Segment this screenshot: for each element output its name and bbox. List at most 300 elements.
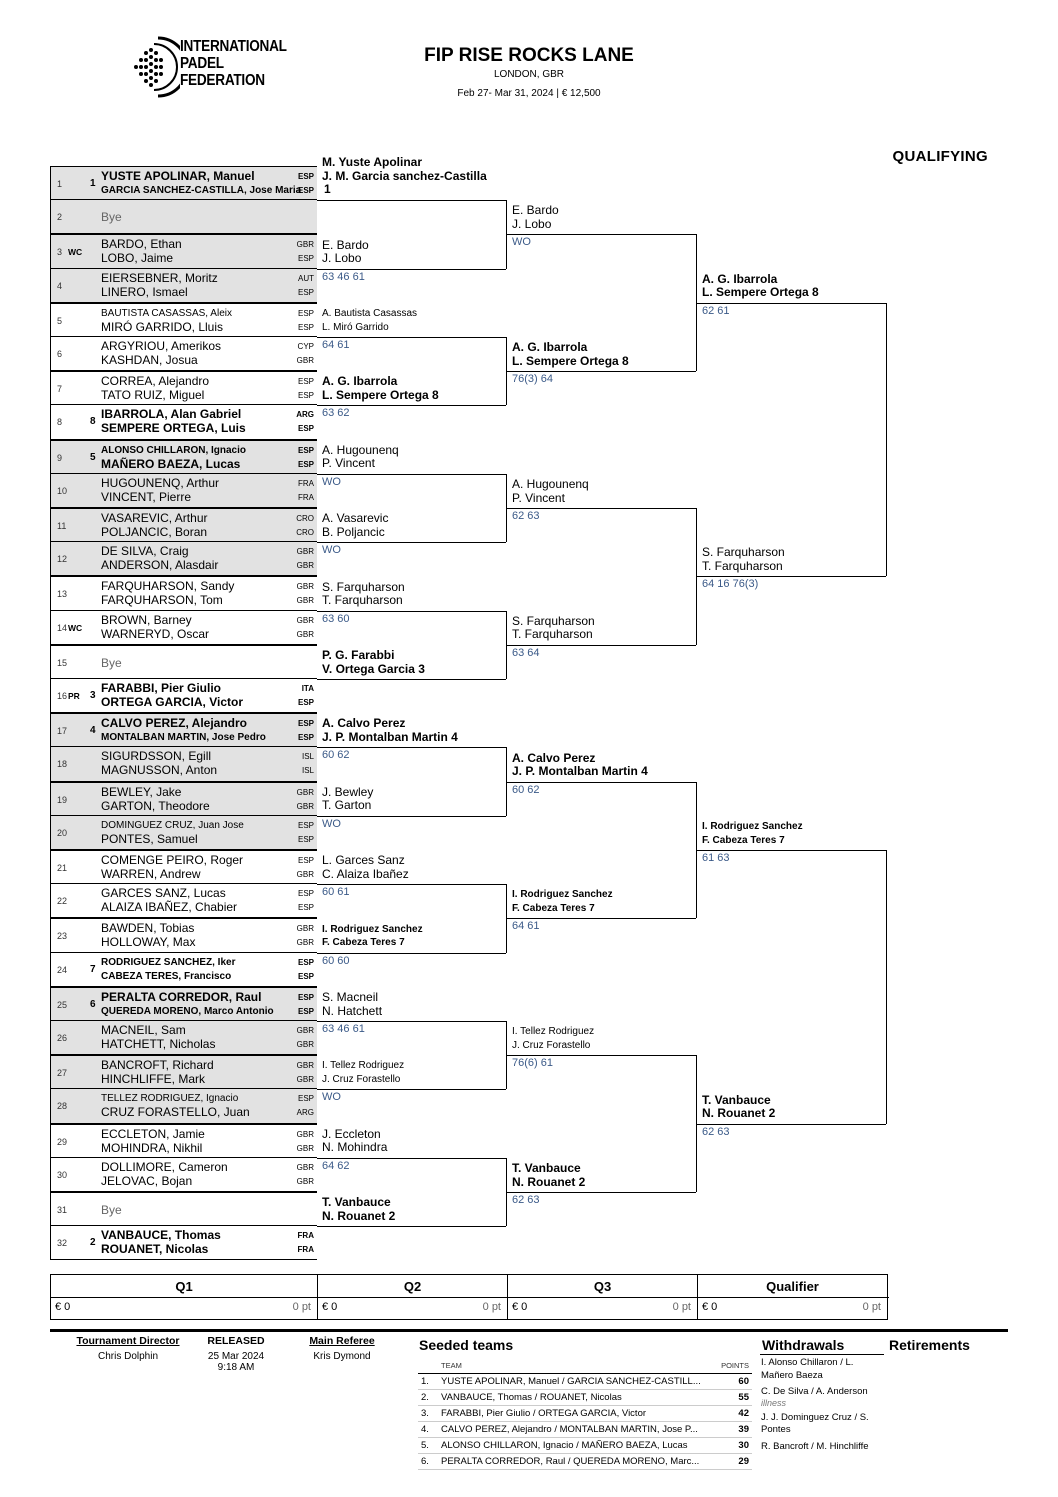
seeded-team-row — [418, 1422, 752, 1438]
seeded-team-row — [418, 1374, 752, 1390]
bracket-line — [507, 234, 696, 235]
bracket-line — [317, 542, 506, 543]
logo-line: FEDERATION — [180, 72, 265, 89]
player-country: GBR — [296, 1143, 314, 1153]
match-score: WO — [512, 236, 531, 249]
match-winner: T. Farquharson — [322, 593, 403, 608]
player-country: GBR — [296, 596, 314, 606]
seed-points: 39 — [716, 1422, 752, 1438]
seed-points: 55 — [716, 1390, 752, 1406]
match-winner: A. Vasarevic — [322, 511, 389, 526]
entry-number: 24 — [57, 964, 68, 975]
player-name: CORREA, Alejandro — [101, 374, 210, 389]
player-country: ARG — [296, 410, 314, 420]
player-name: BAWDEN, Tobias — [101, 921, 195, 936]
match-winner: A. G. Ibarrola — [322, 374, 398, 389]
retirements-title: Retirements — [889, 1337, 970, 1353]
entry-seed: 5 — [90, 451, 96, 463]
match-winner: T. Vanbauce — [702, 1092, 771, 1107]
player-country: CRO — [296, 514, 314, 523]
bracket-line — [317, 884, 506, 885]
referee-label: Main Referee — [309, 1335, 375, 1347]
player-country: ESP — [297, 719, 314, 729]
bracket-line — [507, 1055, 696, 1056]
player-country: GBR — [296, 1040, 314, 1049]
round-q2 — [318, 1275, 508, 1319]
player-name: ROUANET, Nicolas — [101, 1242, 209, 1257]
match-winner: N. Hatchett — [322, 1003, 383, 1018]
player-country: GBR — [296, 615, 314, 625]
player-country: ESP — [297, 322, 314, 332]
player-name: ORTEGA GARCIA, Victor — [101, 695, 244, 709]
entry-number: 13 — [57, 589, 68, 600]
entry-number: 16 — [57, 691, 68, 702]
player-country: ESP — [297, 856, 314, 865]
entry-number: 20 — [57, 827, 68, 838]
player-name: CALVO PEREZ, Alejandro — [101, 716, 248, 731]
player-name: SIGURDSSON, Egill — [101, 749, 212, 764]
footer-divider — [50, 1329, 1008, 1332]
player-country: ESP — [297, 971, 314, 981]
seed-points: 29 — [716, 1454, 752, 1470]
match-winner: I. Tellez Rodriguez — [322, 1060, 405, 1072]
match-score: 61 63 — [702, 852, 730, 864]
player-country: ESP — [297, 992, 314, 1002]
entry-seed: 2 — [90, 1237, 96, 1249]
match-winner: J. Cruz Forastello — [322, 1073, 401, 1085]
player-name: MIRÓ GARRIDO, Lluis — [101, 319, 224, 334]
seed-points: 30 — [716, 1438, 752, 1454]
player-country: ESP — [297, 459, 314, 469]
bracket-line — [697, 1124, 886, 1125]
match-winner: J. P. Montalban Martin 4 — [512, 764, 648, 779]
seed-rank: 4. — [418, 1422, 438, 1438]
match-winner: J. Lobo — [512, 216, 552, 231]
seed-points: 60 — [716, 1374, 752, 1390]
entry-number: 12 — [57, 554, 68, 565]
draw-section-title: QUALIFYING — [892, 148, 988, 165]
entry-number: 7 — [57, 384, 63, 395]
player-name: BANCROFT, Richard — [101, 1058, 214, 1073]
player-country: ESP — [297, 186, 314, 195]
draw-entry — [50, 850, 317, 884]
draw-entry — [50, 1124, 317, 1158]
player-name: MAÑERO BAEZA, Lucas — [101, 456, 241, 471]
match-score: 63 46 61 — [322, 270, 365, 283]
player-name: JELOVAC, Bojan — [101, 1173, 193, 1188]
match-winner: N. Rouanet 2 — [322, 1208, 396, 1223]
match-winner: J. Cruz Forastello — [512, 1039, 591, 1051]
bracket-line — [697, 303, 886, 304]
seed-rank: 6. — [418, 1454, 438, 1470]
draw-entry — [50, 576, 317, 610]
player-name: FARQUHARSON, Sandy — [101, 579, 235, 594]
player-name: VASAREVIC, Arthur — [101, 511, 208, 525]
player-country: GBR — [296, 938, 314, 948]
match-winner: J. M. Garcia sanchez-Castilla — [322, 168, 487, 183]
player-name: CRUZ FORASTELLO, Juan — [101, 1105, 250, 1120]
bracket-line — [317, 1021, 506, 1022]
match-score: 62 61 — [702, 304, 730, 317]
bracket-line — [507, 371, 696, 372]
match-winner: P. Vincent — [322, 456, 375, 471]
player-country: GBR — [296, 924, 314, 934]
round-points: 0 pt — [862, 1301, 881, 1313]
match-winner: I. Tellez Rodriguez — [512, 1026, 595, 1038]
player-country: ESP — [297, 957, 314, 967]
withdrawal-item: I. Alonso Chillaron / L. Mañero Baeza — [761, 1357, 854, 1381]
player-name: RODRIGUEZ SANCHEZ, Iker — [101, 956, 236, 968]
player-name: CABEZA TERES, Francisco — [101, 970, 232, 982]
seed-rank: 5. — [418, 1438, 438, 1454]
draw-entry — [50, 611, 317, 645]
match-winner: T. Vanbauce — [322, 1195, 391, 1210]
draw-entry — [50, 405, 317, 439]
entry-number: 9 — [57, 452, 63, 463]
bye-label: Bye — [101, 1203, 122, 1218]
player-name: BEWLEY, Jake — [101, 784, 182, 799]
seeded-team-name: YUSTE APOLINAR, Manuel / GARCIA SANCHEZ-CASTILL... — [438, 1374, 716, 1390]
player-name: VINCENT, Pierre — [101, 489, 192, 504]
bracket-line — [317, 679, 506, 680]
player-name: FARQUHARSON, Tom — [101, 593, 223, 608]
bracket-line — [317, 1226, 506, 1227]
seed-rank: 1. — [418, 1374, 438, 1390]
player-country: GBR — [296, 1176, 314, 1186]
player-country: ISL — [301, 752, 314, 762]
player-country: ESP — [297, 1094, 314, 1104]
draw-entry — [50, 1158, 317, 1192]
draw-entry — [50, 953, 317, 987]
player-country: FRA — [298, 492, 314, 502]
entry-number: 10 — [57, 485, 68, 496]
draw-entry — [50, 508, 317, 542]
player-name: WARREN, Andrew — [101, 867, 201, 881]
player-country: ESP — [297, 445, 314, 455]
round-points: 0 pt — [482, 1301, 501, 1313]
player-country: GBR — [296, 629, 314, 639]
withdrawals-title: Withdrawals — [762, 1337, 845, 1353]
match-winner: E. Bardo — [512, 203, 559, 218]
match-winner: L. Sempere Ortega 8 — [322, 387, 439, 402]
bracket-line — [507, 645, 696, 646]
match-winner-seed: 1 — [324, 182, 331, 197]
release-info — [196, 1335, 276, 1373]
round-name: Qualifier — [766, 1279, 819, 1294]
round-prize: € 0 — [322, 1301, 338, 1313]
seeded-team-name: PERALTA CORREDOR, Raul / QUEREDA MORENO, Marc... — [438, 1454, 716, 1470]
bracket-line — [317, 200, 506, 201]
player-country: ITA — [301, 684, 314, 693]
seeded-team-name: CALVO PEREZ, Alejandro / MONTALBAN MARTIN, Jose P... — [438, 1422, 716, 1438]
draw-entry — [50, 542, 317, 576]
match-score: 63 60 — [322, 612, 350, 625]
referee-name: Kris Dymond — [313, 1351, 371, 1362]
player-country: ESP — [297, 172, 314, 181]
match-winner: S. Macneil — [322, 990, 379, 1004]
entry-number: 2 — [57, 212, 63, 223]
player-country: ESP — [297, 424, 314, 434]
player-country: CYP — [297, 342, 314, 351]
player-country: GBR — [296, 787, 314, 797]
match-winner: A. G. Ibarrola — [512, 340, 588, 355]
entry-number: 21 — [57, 863, 68, 874]
event-dates-prize: Feb 27- Mar 31, 2024 | € 12,500 — [457, 88, 601, 99]
withdrawal-item: J. J. Dominguez Cruz / S. Pontes — [761, 1411, 869, 1435]
player-name: VANBAUCE, Thomas — [101, 1228, 221, 1243]
entry-number: 28 — [57, 1101, 68, 1112]
entry-number: 5 — [57, 315, 63, 326]
player-name: IBARROLA, Alan Gabriel — [101, 407, 242, 422]
event-location: LONDON, GBR — [493, 69, 564, 80]
player-country: ESP — [297, 903, 314, 913]
player-name: MONTALBAN MARTIN, Jose Pedro — [101, 732, 266, 744]
match-winner: S. Farquharson — [512, 613, 595, 628]
match-winner: J. Lobo — [322, 251, 362, 266]
entry-number: 3 — [57, 247, 63, 258]
team-column-header: TEAM — [438, 1358, 716, 1374]
match-winner: I. Rodriguez Sanchez — [322, 923, 423, 935]
player-name: POLJANCIC, Boran — [101, 525, 208, 539]
bracket-line — [507, 918, 696, 919]
player-name: QUEREDA MORENO, Marco Antonio — [101, 1005, 274, 1017]
points-column-header: POINTS — [716, 1358, 752, 1374]
draw-entry — [50, 337, 317, 371]
entry-number: 25 — [57, 999, 68, 1010]
withdrawal-item: C. De Silva / A. Anderson — [761, 1386, 868, 1397]
match-score: 64 61 — [512, 920, 540, 933]
entry-number: 26 — [57, 1033, 68, 1044]
match-score: 62 63 — [512, 510, 540, 522]
draw-entry — [50, 166, 317, 200]
player-country: GBR — [296, 1129, 314, 1139]
match-score: 76(6) 61 — [512, 1057, 553, 1070]
entry-seed: 4 — [90, 725, 96, 737]
player-country: ISL — [301, 766, 314, 776]
entry-seed: 6 — [90, 998, 96, 1010]
bracket-connector — [886, 303, 887, 577]
entry-number: 22 — [57, 896, 68, 907]
bracket-line — [507, 508, 696, 509]
withdrawal-reason: illness — [761, 1397, 787, 1408]
match-score: 60 62 — [512, 783, 540, 796]
director-label: Tournament Director — [76, 1335, 180, 1347]
player-name: COMENGE PEIRO, Roger — [101, 853, 244, 867]
seeded-team-name: ALONSO CHILLARON, Ignacio / MAÑERO BAEZA, Lucas — [438, 1438, 716, 1454]
bracket-line — [317, 816, 506, 817]
draw-entry — [50, 371, 317, 405]
director-name: Chris Dolphin — [97, 1351, 159, 1362]
round-name: Q1 — [175, 1279, 193, 1294]
match-winner: P. G. Farabbi — [322, 648, 395, 662]
player-country: ARG — [296, 1108, 314, 1118]
round-points: 0 pt — [672, 1301, 691, 1313]
round-prize-table — [50, 1274, 888, 1320]
round-prize: € 0 — [702, 1301, 718, 1313]
player-name: HOLLOWAY, Max — [101, 935, 196, 950]
draw-entry — [50, 1089, 317, 1123]
player-country: FRA — [298, 478, 314, 488]
player-name: EIERSEBNER, Moritz — [101, 270, 218, 285]
entry-number: 32 — [57, 1238, 68, 1249]
round-q1 — [51, 1275, 318, 1319]
bye-label: Bye — [101, 655, 122, 670]
player-country: ESP — [297, 820, 314, 830]
match-winner: A. Calvo Perez — [512, 750, 596, 765]
match-winner: L. Garces Sanz — [322, 853, 405, 868]
player-name: YUSTE APOLINAR, Manuel — [101, 169, 255, 183]
match-winner: S. Farquharson — [702, 545, 785, 560]
entry-number: 4 — [57, 280, 63, 291]
round-prize: € 0 — [55, 1301, 71, 1313]
match-score: 60 61 — [322, 886, 350, 899]
draw-entry — [50, 200, 317, 234]
match-winner: N. Mohindra — [322, 1140, 388, 1155]
player-name: WARNERYD, Oscar — [101, 626, 210, 641]
entry-number: 18 — [57, 759, 68, 770]
entry-number: 23 — [57, 931, 68, 942]
bracket-line — [317, 474, 506, 475]
match-score: WO — [322, 475, 341, 488]
match-winner: S. Farquharson — [322, 579, 405, 594]
player-name: ALONSO CHILLARON, Ignacio — [101, 444, 246, 456]
entry-number: 6 — [57, 349, 63, 360]
player-name: DOMINGUEZ CRUZ, Juan Jose — [101, 819, 244, 831]
player-country: ESP — [297, 254, 314, 264]
entry-number: 30 — [57, 1169, 68, 1180]
match-winner: A. G. Ibarrola — [702, 271, 778, 286]
released-date: 25 Mar 2024 — [207, 1351, 265, 1362]
entry-number: 31 — [57, 1205, 68, 1216]
player-name: DOLLIMORE, Cameron — [101, 1159, 228, 1174]
player-country: GBR — [296, 801, 314, 811]
player-country: ESP — [297, 287, 314, 297]
entry-number: 29 — [57, 1136, 68, 1147]
player-name: ECCLETON, Jamie — [101, 1126, 205, 1141]
draw-entry — [50, 440, 317, 474]
match-winner: A. Calvo Perez — [322, 716, 406, 731]
bracket-connector — [886, 850, 887, 1124]
round-name: Q2 — [403, 1279, 422, 1294]
match-score: 60 60 — [322, 954, 350, 967]
player-name: ALAIZA IBAÑEZ, Chabier — [101, 900, 238, 915]
draw-entry — [50, 884, 317, 918]
player-name: GARCIA SANCHEZ-CASTILLA, Jose Maria — [101, 185, 302, 196]
draw-entry — [50, 234, 317, 268]
player-name: BARDO, Ethan — [101, 237, 182, 252]
entry-tag: PR — [68, 691, 80, 702]
match-score: 60 62 — [322, 749, 350, 762]
match-winner: F. Cabeza Teres 7 — [512, 902, 595, 914]
match-score: WO — [322, 817, 341, 830]
bye-label: Bye — [101, 210, 122, 225]
player-name: BROWN, Barney — [101, 612, 192, 627]
seeded-team-name: VANBAUCE, Thomas / ROUANET, Nicolas — [438, 1390, 716, 1406]
player-name: PERALTA CORREDOR, Raul — [101, 989, 262, 1004]
bracket-line — [317, 953, 506, 954]
entry-tag: WC — [68, 622, 83, 633]
match-score: 62 63 — [702, 1125, 730, 1138]
player-country: GBR — [296, 1075, 314, 1085]
entry-seed: 7 — [90, 963, 96, 975]
match-winner: F. Cabeza Teres 7 — [322, 937, 405, 949]
released-time: 9:18 AM — [217, 1362, 255, 1373]
bracket-line — [317, 1158, 506, 1159]
player-name: MAGNUSSON, Anton — [101, 763, 218, 778]
round-points: 0 pt — [292, 1301, 311, 1313]
match-winner: T. Farquharson — [702, 558, 783, 573]
logo-line: INTERNATIONAL — [180, 38, 287, 55]
entry-number: 1 — [57, 179, 63, 190]
bracket-line — [507, 782, 696, 783]
match-score: 63 64 — [512, 646, 540, 659]
match-winner: A. Bautista Casassas — [322, 308, 418, 319]
bracket-line — [317, 337, 506, 338]
draw-entry — [50, 1055, 317, 1089]
player-country: ESP — [297, 391, 314, 401]
player-country: ESP — [297, 834, 314, 844]
entry-number: 27 — [57, 1068, 68, 1079]
player-name: SEMPERE ORTEGA, Luis — [101, 421, 246, 436]
match-winner: L. Miró Garrido — [322, 321, 389, 333]
player-name: DE SILVA, Craig — [101, 544, 189, 559]
player-country: GBR — [296, 582, 314, 592]
draw-entry — [50, 1192, 317, 1226]
match-winner: B. Poljancic — [322, 524, 385, 539]
player-name: BAUTISTA CASASSAS, Aleix — [101, 307, 232, 319]
match-winner: N. Rouanet 2 — [512, 1174, 586, 1189]
seeded-team-row — [418, 1438, 752, 1454]
player-name: GARTON, Theodore — [101, 798, 210, 813]
match-score: WO — [322, 544, 341, 557]
tournament-director — [70, 1335, 186, 1362]
player-country: GBR — [296, 356, 314, 365]
player-name: TATO RUIZ, Miguel — [101, 388, 205, 403]
player-name: LOBO, Jaime — [101, 251, 174, 266]
match-winner: J. P. Montalban Martin 4 — [322, 729, 458, 744]
round-name: Q3 — [593, 1279, 612, 1294]
player-country: ESP — [297, 1006, 314, 1016]
player-country: ESP — [297, 889, 314, 899]
entry-number: 8 — [57, 417, 63, 428]
player-name: ARGYRIOU, Amerikos — [101, 339, 222, 353]
seeded-team-row — [418, 1406, 752, 1422]
entry-number: 19 — [57, 794, 68, 805]
match-winner: I. Rodriguez Sanchez — [702, 821, 803, 832]
match-winner: T. Garton — [322, 798, 372, 813]
seed-rank: 2. — [418, 1390, 438, 1406]
seeded-team-name: FARABBI, Pier Giulio / ORTEGA GARCIA, Victor — [438, 1406, 716, 1422]
match-score: 63 46 61 — [322, 1023, 365, 1035]
seeded-team-row — [418, 1454, 752, 1470]
player-country: GBR — [296, 1061, 314, 1071]
match-score: 62 63 — [512, 1194, 540, 1206]
match-score: 64 62 — [322, 1159, 350, 1172]
player-name: KASHDAN, Josua — [101, 353, 198, 367]
draw-entry — [50, 1021, 317, 1055]
entry-seed: 3 — [90, 690, 96, 702]
match-score: WO — [322, 1091, 341, 1104]
match-winner: F. Cabeza Teres 7 — [702, 834, 785, 846]
seed-points: 42 — [716, 1406, 752, 1422]
match-score: 76(3) 64 — [512, 373, 553, 386]
player-name: MACNEIL, Sam — [101, 1023, 186, 1037]
match-winner: A. Hugounenq — [322, 442, 399, 457]
player-name: ANDERSON, Alasdair — [101, 558, 219, 573]
bracket-line — [697, 576, 886, 577]
bracket-line — [317, 405, 506, 406]
entry-seed: 1 — [90, 178, 96, 190]
